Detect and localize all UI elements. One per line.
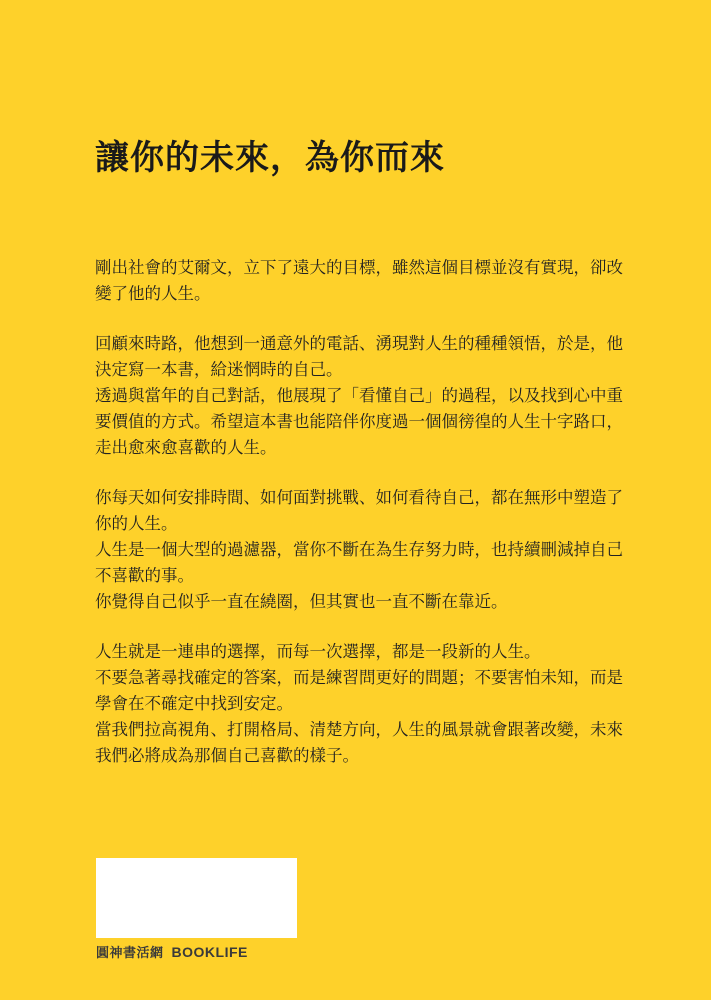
text-line: 我們必將成為那個自己喜歡的樣子。 bbox=[95, 746, 359, 765]
text-line: 你的人生。 bbox=[95, 514, 178, 533]
text-line: 你每天如何安排時間、如何面對挑戰、如何看待自己，都在無形中塑造了 bbox=[95, 488, 623, 507]
text-line: 變了他的人生。 bbox=[95, 284, 211, 303]
paragraph-3 bbox=[95, 485, 623, 615]
text-line: 不要急著尋找確定的答案，而是練習問更好的問題；不要害怕未知，而是 bbox=[95, 668, 623, 687]
text-line: 當我們拉高視角、打開格局、清楚方向，人生的風景就會跟著改變，未來 bbox=[95, 720, 623, 739]
text-line: 透過與當年的自己對話，他展現了「看懂自己」的過程，以及找到心中重 bbox=[95, 386, 623, 405]
text-line: 學會在不確定中找到安定。 bbox=[95, 694, 293, 713]
barcode-placeholder bbox=[96, 858, 297, 938]
text-line: 決定寫一本書，給迷惘時的自己。 bbox=[95, 360, 343, 379]
text-line: 回顧來時路，他想到一通意外的電話、湧現對人生的種種領悟，於是，他 bbox=[95, 334, 623, 353]
paragraph-2 bbox=[95, 331, 623, 461]
text-line: 人生就是一連串的選擇，而每一次選擇，都是一段新的人生。 bbox=[95, 642, 541, 661]
text-line: 要價值的方式。希望這本書也能陪伴你度過一個個徬徨的人生十字路口， bbox=[95, 412, 623, 431]
publisher-logo bbox=[96, 942, 248, 961]
publisher-name-english: BOOKLIFE bbox=[171, 943, 248, 960]
text-line: 走出愈來愈喜歡的人生。 bbox=[95, 438, 277, 457]
book-title: 讓你的未來，為你而來 bbox=[95, 138, 445, 178]
text-line: 人生是一個大型的過濾器，當你不斷在為生存努力時，也持續刪減掉自己 bbox=[95, 540, 623, 559]
paragraph-4 bbox=[95, 639, 623, 769]
publisher-name-chinese: 圓神書活網 bbox=[96, 946, 164, 961]
text-line: 你覺得自己似乎一直在繞圈，但其實也一直不斷在靠近。 bbox=[95, 592, 508, 611]
text-line: 不喜歡的事。 bbox=[95, 566, 194, 585]
back-cover-text bbox=[95, 255, 623, 793]
text-line: 剛出社會的艾爾文，立下了遠大的目標，雖然這個目標並沒有實現，卻改 bbox=[95, 258, 623, 277]
paragraph-1 bbox=[95, 255, 623, 307]
